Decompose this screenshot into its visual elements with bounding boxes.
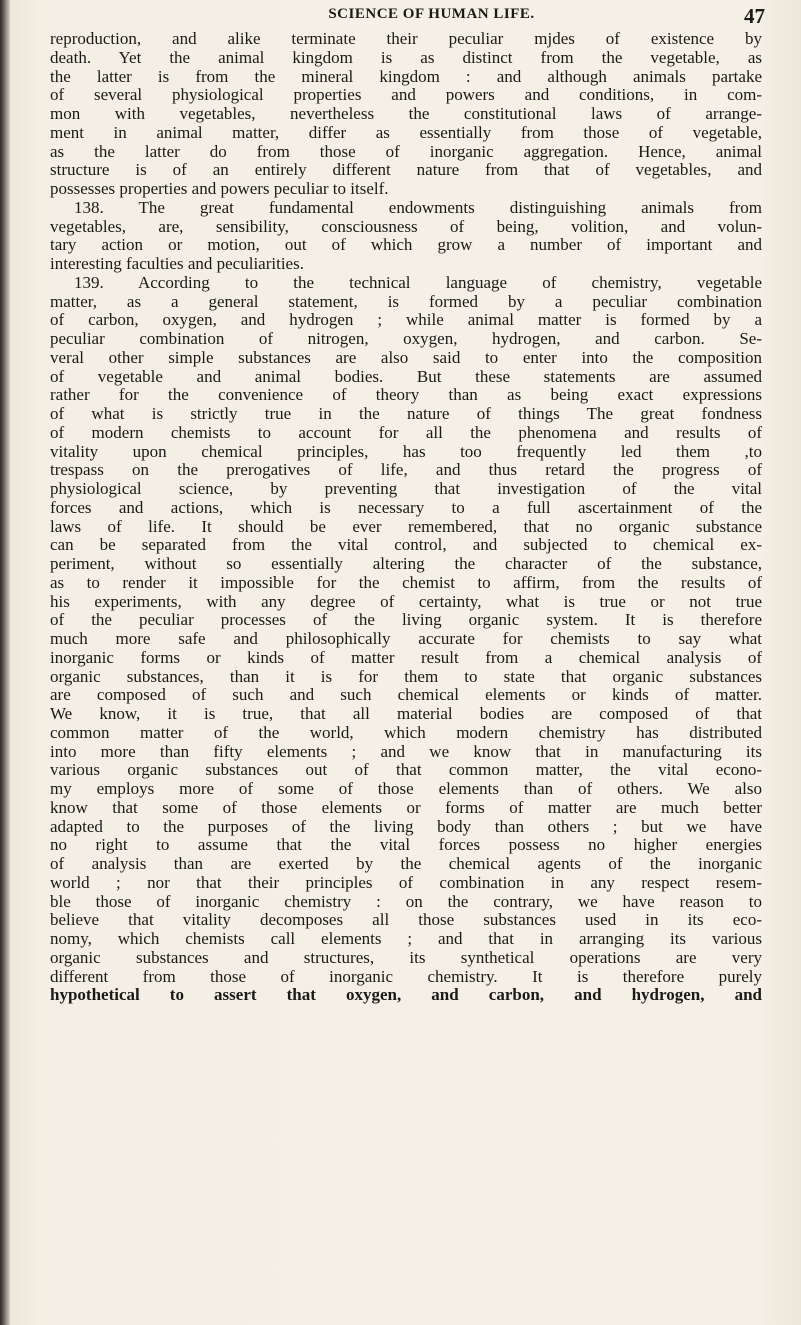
text-line: various organic substances out of that common matter, the vital econo-: [50, 760, 762, 780]
text-line: periment, without so essentially altering the character of the substance,: [50, 554, 762, 573]
body-text: [50, 30, 762, 1005]
text-line: of several physiological properties and powers and conditions, in com-: [50, 85, 762, 105]
text-line: mon with vegetables, nevertheless the constitutional laws of arrange-: [50, 104, 762, 123]
text-line: his experiments, with any degree of certainty, what is true or not true: [50, 591, 762, 611]
text-line: matter, as a general statement, is formed by a peculiar combination: [50, 291, 762, 311]
page-number: 47: [744, 4, 765, 28]
text-line: common matter of the world, which modern chemistry has distributed: [50, 722, 762, 742]
text-line: can be separated from the vital control, and subjected to chemical ex-: [50, 535, 762, 555]
running-head: SCIENCE OF HUMAN LIFE.: [328, 6, 535, 22]
text-line: reproduction, and alike terminate their peculiar mjdes of existence by: [50, 29, 762, 48]
text-line: believe that vitality decomposes all those substances used in its eco-: [50, 910, 762, 930]
paragraph-139-start: 139. According to the technical language of chemistry, vegetable: [74, 272, 762, 292]
text-line: organic substances and structures, its synthetical operations are very: [50, 947, 762, 967]
text-line: structure is of an entirely different nature from that of vegetables, and: [50, 160, 762, 180]
binding-edge: [0, 0, 10, 1325]
text-line: nomy, which chemists call elements ; and that in arranging its various: [50, 929, 762, 948]
text-line: as to render it impossible for the chemist to affirm, from the results of: [50, 572, 762, 592]
text-line: of vegetable and animal bodies. But these statements are assumed: [50, 366, 762, 386]
paragraph-138-start: 138. The great fundamental endowments distinguishing animals from: [74, 197, 762, 217]
text-line: world ; nor that their principles of combination in any respect resem-: [50, 872, 762, 892]
text-line: of carbon, oxygen, and hydrogen ; while animal matter is formed by a: [50, 310, 762, 330]
text-line: possesses properties and powers peculiar to itself.: [50, 179, 389, 198]
text-line: vegetables, are, sensibility, consciousness of being, volition, and volun-: [50, 216, 762, 236]
text-line: hypothetical to assert that oxygen, and carbon, and hydrogen, and: [50, 985, 762, 1005]
text-line: laws of life. It should be ever remembered, that no organic substance: [50, 516, 762, 536]
text-line: inorganic forms or kinds of matter result from a chemical analysis of: [50, 647, 762, 667]
text-line: are composed of such and such chemical elements or kinds of matter.: [50, 685, 762, 705]
text-line: We know, it is true, that all material bodies are composed of that: [50, 704, 762, 723]
text-line: ble those of inorganic chemistry : on the contrary, we have reason to: [50, 891, 762, 911]
text-line: ment in animal matter, differ as essentially from those of vegetable,: [50, 122, 762, 142]
text-line: of analysis than are exerted by the chemical agents of the inorganic: [50, 854, 762, 873]
text-line: peculiar combination of nitrogen, oxygen, hydrogen, and carbon. Se-: [50, 329, 762, 348]
text-line: much more safe and philosophically accurate for chemists to say what: [50, 629, 762, 648]
text-line: rather for the convenience of theory than as being exact expressions: [50, 385, 762, 405]
text-line: into more than fifty elements ; and we know that in manufacturing its: [50, 741, 762, 761]
text-line: of what is strictly true in the nature of things The great fondness: [50, 404, 762, 423]
text-line: my employs more of some of those elements than of others. We also: [50, 779, 762, 798]
text-line: of the peculiar processes of the living organic system. It is therefore: [50, 610, 762, 630]
text-line: forces and actions, which is necessary to a full ascertainment of the: [50, 497, 762, 517]
text-line: tary action or motion, out of which grow a number of important and: [50, 235, 762, 255]
text-line: as the latter do from those of inorganic aggregation. Hence, animal: [50, 141, 762, 161]
text-line: interesting faculties and peculiarities.: [50, 254, 304, 273]
text-line: organic substances, than it is for them to state that organic substances: [50, 666, 762, 686]
text-line: of modern chemists to account for all the phenomena and results of: [50, 422, 762, 442]
text-line: know that some of those elements or forms of matter are much better: [50, 797, 762, 817]
text-line: no right to assume that the vital forces possess no higher energies: [50, 835, 762, 855]
text-line: the latter is from the mineral kingdom : and although animals partake: [50, 66, 762, 86]
text-line: different from those of inorganic chemistry. It is therefore purely: [50, 966, 762, 986]
text-line: trespass on the prerogatives of life, and thus retard the progress of: [50, 460, 762, 480]
text-line: vitality upon chemical principles, has too frequently led them ,to: [50, 441, 762, 461]
text-line: veral other simple substances are also said to enter into the composition: [50, 347, 762, 367]
page-header: [58, 4, 765, 28]
text-line: physiological science, by preventing that investigation of the vital: [50, 479, 762, 498]
text-line: death. Yet the animal kingdom is as distinct from the vegetable, as: [50, 47, 762, 67]
text-line: adapted to the purposes of the living body than others ; but we have: [50, 816, 762, 836]
